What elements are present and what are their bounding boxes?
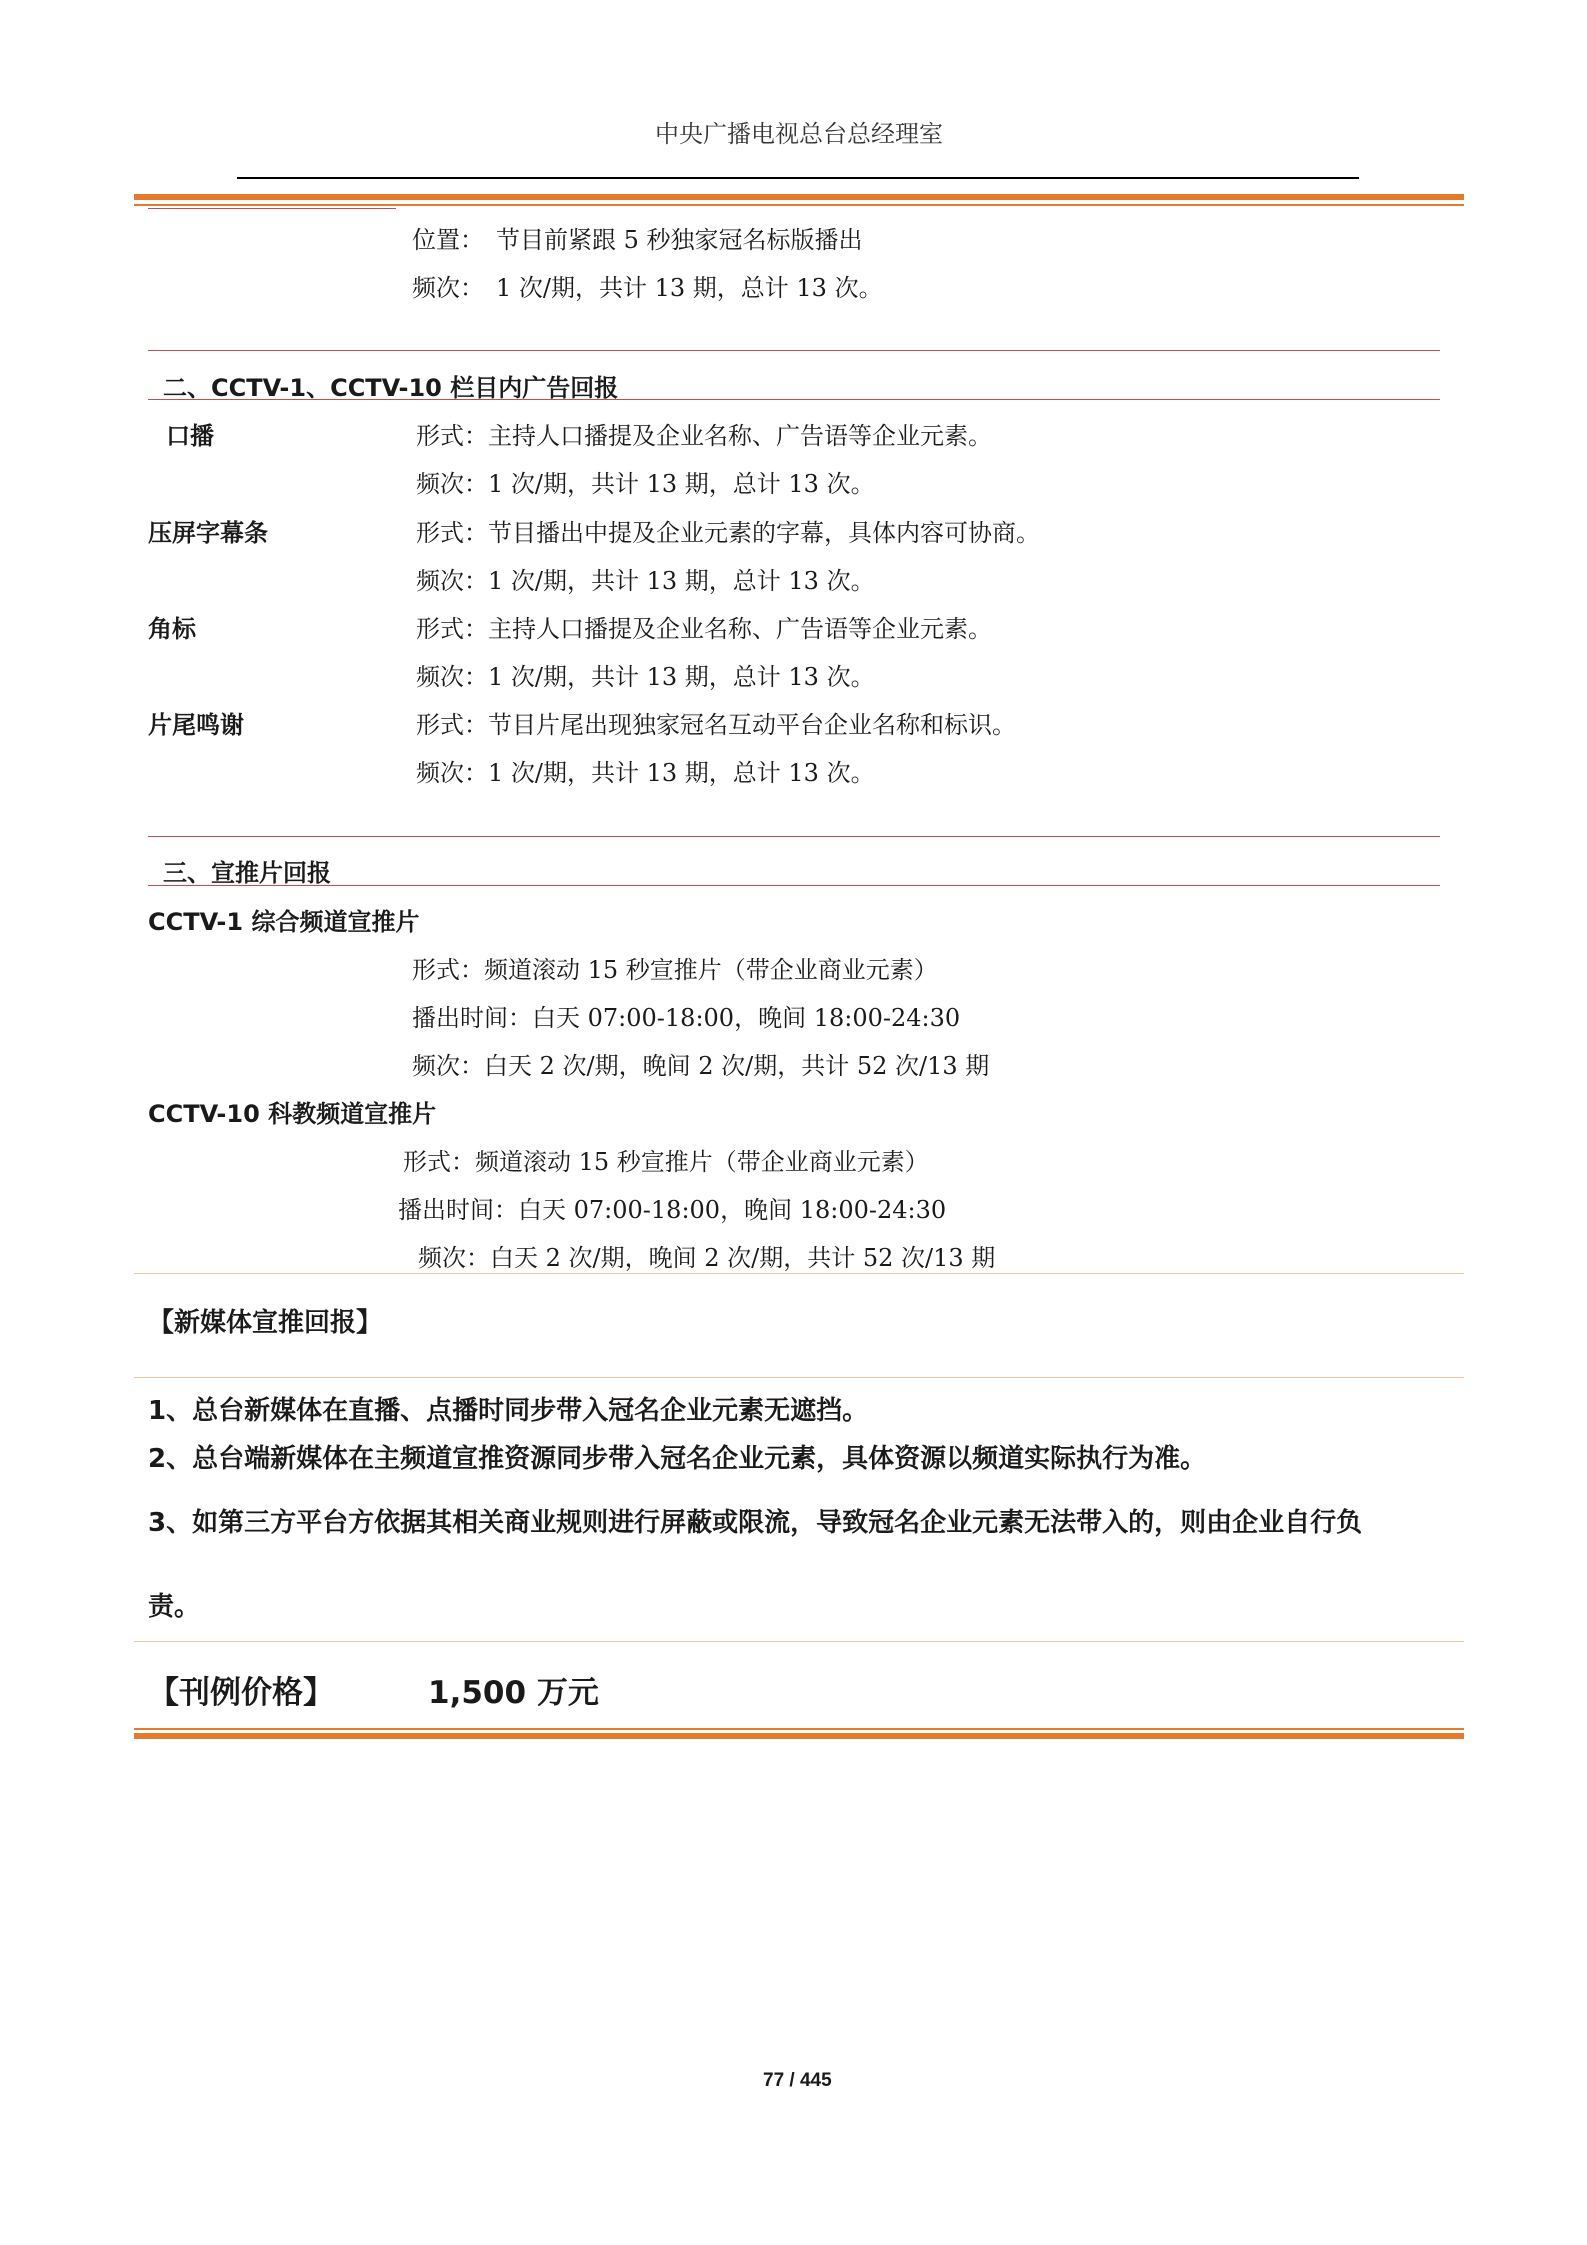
new-media-point-3: 3、如第三方平台方依据其相关商业规则进行屏蔽或限流，导致冠名企业元素无法带入的，则由企业自行负 [148, 1508, 1363, 1538]
item-freq-oral: 频次：1 次/期，共计 13 期，总计 13 次。 [416, 470, 875, 498]
section2-bottom-rule [148, 399, 1440, 400]
channel-time-cctv10: 播出时间：白天 07:00-18:00，晚间 18:00-24:30 [398, 1196, 947, 1224]
item-freq-corner: 频次：1 次/期，共计 13 期，总计 13 次。 [416, 663, 875, 691]
item-freq-credits: 频次：1 次/期，共计 13 期，总计 13 次。 [416, 759, 875, 787]
item-label-caption: 压屏字幕条 [148, 519, 268, 547]
header-rule [237, 177, 1359, 179]
section2-title: 二、CCTV-1、CCTV-10 栏目内广告回报 [163, 374, 619, 402]
page-number: 77 / 445 [763, 2070, 832, 2091]
footer-orange-band [134, 1733, 1464, 1739]
item-form-caption: 形式：节目播出中提及企业元素的字幕，具体内容可协商。 [416, 519, 1040, 547]
channel-name-cctv1: CCTV-1 综合频道宣推片 [148, 908, 420, 936]
header-orange-thin-line [134, 204, 1464, 206]
section1-frequency-text: 频次： 1 次/期，共计 13 期，总计 13 次。 [412, 274, 883, 302]
item-freq-caption: 频次：1 次/期，共计 13 期，总计 13 次。 [416, 567, 875, 595]
section3-title: 三、宣推片回报 [163, 859, 331, 887]
section2-top-rule [148, 350, 1440, 351]
item-form-oral: 形式：主持人口播提及企业名称、广告语等企业元素。 [416, 422, 992, 450]
item-label-credits: 片尾鸣谢 [148, 711, 244, 739]
channel-freq-cctv10: 频次：白天 2 次/期，晚间 2 次/期，共计 52 次/13 期 [418, 1244, 996, 1272]
item-label-corner: 角标 [148, 615, 196, 643]
channel-time-cctv1: 播出时间：白天 07:00-18:00，晚间 18:00-24:30 [412, 1004, 961, 1032]
new-media-point-2: 2、总台端新媒体在主频道宣推资源同步带入冠名企业元素，具体资源以频道实际执行为准。 [148, 1444, 1207, 1474]
header-orange-band [134, 194, 1464, 200]
section3-bottom-rule [148, 885, 1440, 886]
channel-name-cctv10: CCTV-10 科教频道宣推片 [148, 1100, 437, 1128]
new-media-point-1: 1、总台新媒体在直播、点播时同步带入冠名企业元素无遮挡。 [148, 1396, 869, 1426]
new-media-title: 【新媒体宣推回报】 [148, 1308, 383, 1338]
channel-freq-cctv1: 频次：白天 2 次/期，晚间 2 次/期，共计 52 次/13 期 [412, 1052, 990, 1080]
item-form-credits: 形式：节目片尾出现独家冠名互动平台企业名称和标识。 [416, 711, 1016, 739]
section3-top-rule [148, 836, 1440, 837]
page-header-title: 中央广播电视总台总经理室 [655, 120, 943, 148]
new-media-point-3-cont: 责。 [148, 1592, 201, 1622]
footer-orange-thin-line [134, 1728, 1464, 1730]
channel-form-cctv10: 形式：频道滚动 15 秒宣推片（带企业商业元素） [403, 1148, 929, 1176]
item-label-oral: 口播 [166, 422, 214, 450]
price-label: 【刊例价格】 [148, 1675, 334, 1711]
new-media-title-divider [134, 1377, 1464, 1378]
new-media-top-divider [134, 1273, 1464, 1274]
price-top-divider [134, 1641, 1464, 1642]
section1-position-text: 位置： 节目前紧跟 5 秒独家冠名标版播出 [412, 226, 863, 254]
carryover-underline [148, 208, 396, 209]
item-form-corner: 形式：主持人口播提及企业名称、广告语等企业元素。 [416, 615, 992, 643]
price-value: 1,500 万元 [428, 1675, 599, 1711]
channel-form-cctv1: 形式：频道滚动 15 秒宣推片（带企业商业元素） [412, 956, 938, 984]
